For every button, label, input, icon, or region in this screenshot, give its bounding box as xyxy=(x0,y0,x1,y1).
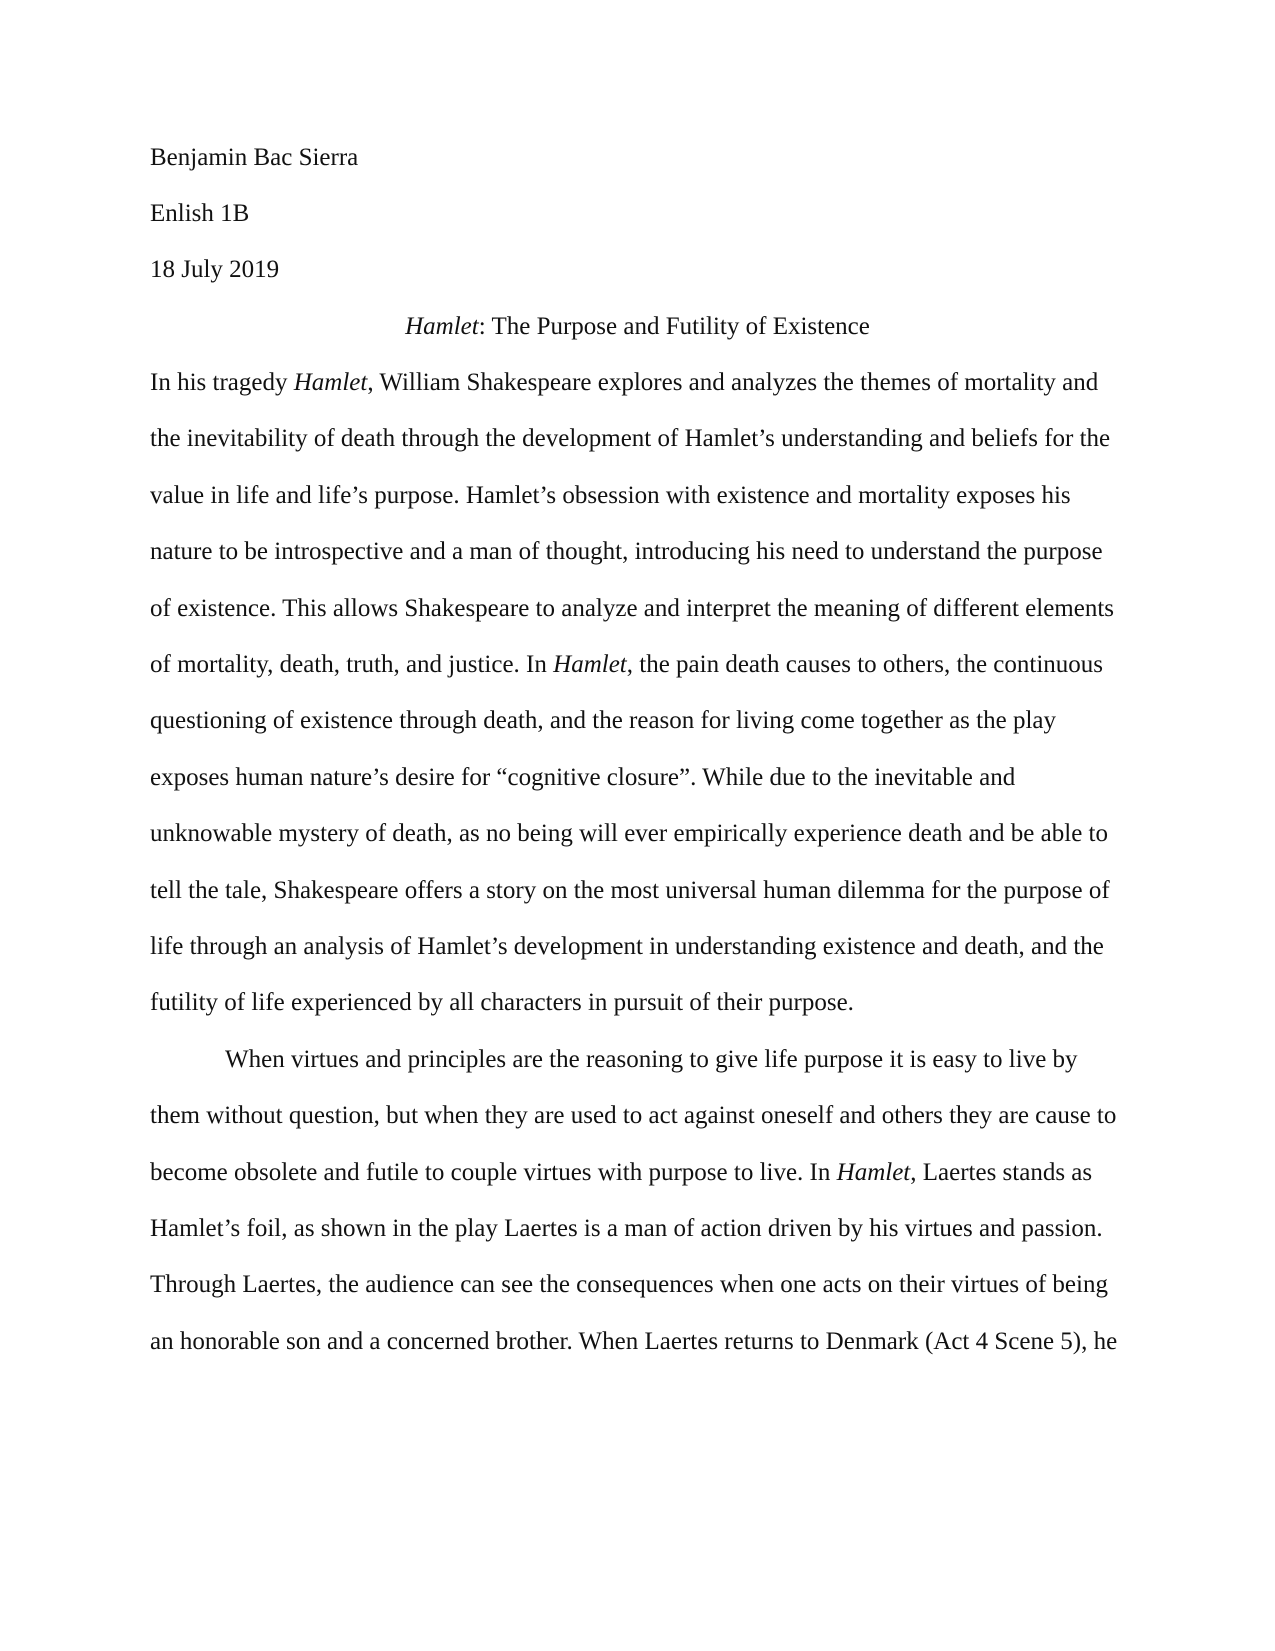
paragraph-line: questioning of existence through death, and the reason for living come together as the play xyxy=(150,707,1056,734)
italic-run: Hamlet xyxy=(293,369,368,396)
paragraph-line xyxy=(150,650,1103,680)
date: 18 July 2019 xyxy=(150,256,280,283)
paragraph-line: the inevitability of death through the development of Hamlet’s understanding and beliefs for the xyxy=(150,425,1111,452)
paragraph-line xyxy=(150,368,1098,398)
paragraph-line: life through an analysis of Hamlet’s development in understanding existence and death, and the xyxy=(150,933,1104,960)
paragraph-line xyxy=(150,1158,1092,1188)
paragraph-line: Hamlet’s foil, as shown in the play Laertes is a man of action driven by his virtues and passion. xyxy=(150,1215,1103,1242)
paragraph-line: nature to be introspective and a man of thought, introducing his need to understand the purpose xyxy=(150,538,1103,565)
essay-title-italic: Hamlet xyxy=(405,313,479,340)
paragraph-line: tell the tale, Shakespeare offers a story on the most universal human dilemma for the purpose of xyxy=(150,877,1110,904)
paragraph-line: them without question, but when they are used to act against oneself and others they are cause to xyxy=(150,1102,1117,1129)
paragraph-line: Through Laertes, the audience can see the consequences when one acts on their virtues of being xyxy=(150,1271,1108,1298)
essay-title-rest: : The Purpose and Futility of Existence xyxy=(478,313,870,340)
paragraph-line: value in life and life’s purpose. Hamlet’s obsession with existence and mortality exposes his xyxy=(150,482,1071,509)
text-run: In his tragedy xyxy=(150,369,294,396)
author-name: Benjamin Bac Sierra xyxy=(150,144,359,171)
paragraph-line: futility of life experienced by all characters in pursuit of their purpose. xyxy=(150,989,854,1016)
text-run: of mortality, death, truth, and justice. In xyxy=(150,651,554,678)
paragraph-line: unknowable mystery of death, as no being will ever empirically experience death and be able to xyxy=(150,820,1108,847)
paragraph-line: of existence. This allows Shakespeare to analyze and interpret the meaning of different elements xyxy=(150,595,1115,622)
italic-run: Hamlet xyxy=(553,651,627,678)
course-name: Enlish 1B xyxy=(150,200,250,227)
text-run: , the pain death causes to others, the continuous xyxy=(626,651,1104,678)
paragraph-line: an honorable son and a concerned brother. When Laertes returns to Denmark (Act 4 Scene 5), he xyxy=(150,1328,1118,1355)
paragraph-line: When virtues and principles are the reasoning to give life purpose it is easy to live by xyxy=(225,1046,1078,1073)
text-run: become obsolete and futile to couple virtues with purpose to live. In xyxy=(150,1159,837,1186)
essay-title xyxy=(0,312,1275,342)
paragraph-line: exposes human nature’s desire for “cognitive closure”. While due to the inevitable and xyxy=(150,764,1016,791)
text-run: , William Shakespeare explores and analyzes the themes of mortality and xyxy=(367,369,1099,396)
text-run: , Laertes stands as xyxy=(910,1159,1093,1186)
italic-run: Hamlet xyxy=(836,1159,911,1186)
